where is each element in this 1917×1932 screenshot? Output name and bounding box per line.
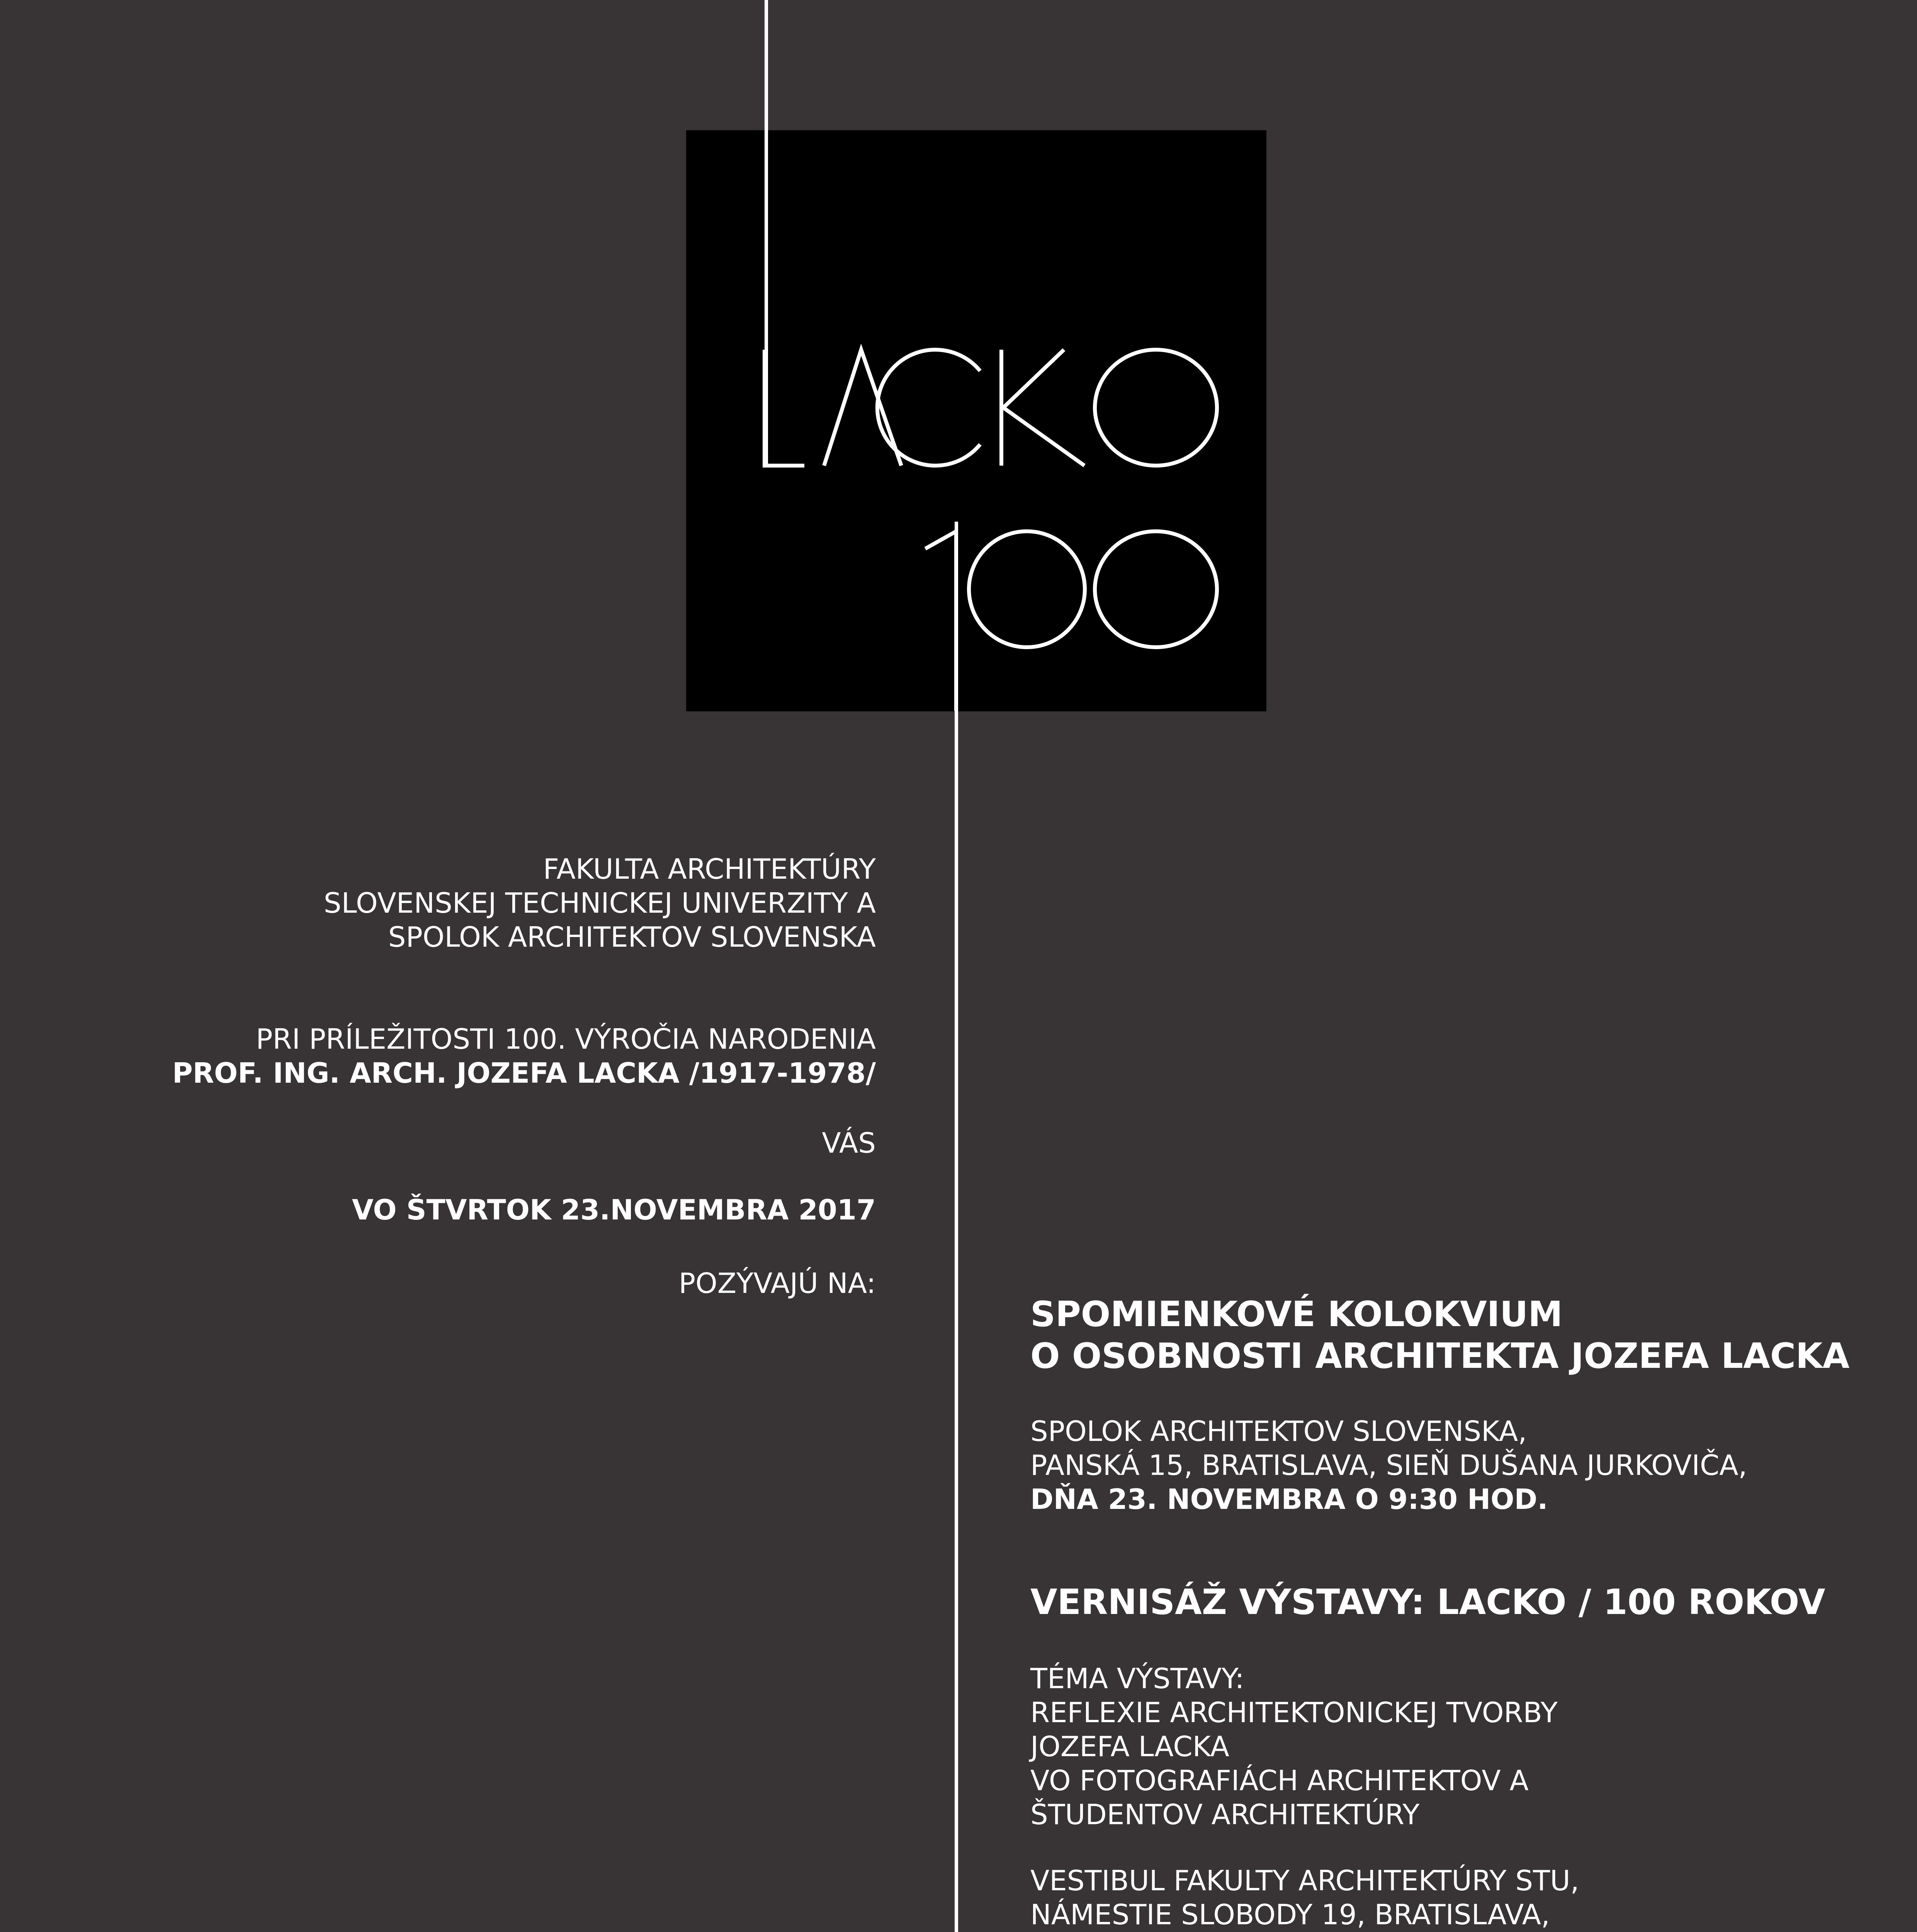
theme-line: ŠTUDENTOV ARCHITEKTÚRY [1030, 1798, 1420, 1831]
colloquium-block [1030, 1294, 1849, 1377]
theme-line: JOZEFA LACKA [1030, 1730, 1229, 1763]
organizer-line: SLOVENSKEJ TECHNICKEJ UNIVERZITY A [323, 887, 876, 919]
vernissage-details [1030, 1864, 1621, 1932]
vernissage-title: VERNISÁŽ VÝSTAVY: LACKO / 100 ROKOV [1030, 1582, 1825, 1622]
logo-lacko-wordmark [0, 0, 1917, 773]
colloquium-title: SPOMIENKOVÉ KOLOKVIUM [1030, 1294, 1563, 1335]
organizers-block [324, 852, 876, 954]
organizer-line: SPOLOK ARCHITEKTOV SLOVENSKA [388, 921, 876, 953]
honoree-line: PROF. ING. ARCH. JOZEFA LACKA /1917-1978/ [172, 1057, 876, 1089]
event-date: VO ŠTVRTOK 23.NOVEMBRA 2017 [352, 1194, 876, 1226]
colloquium-address: PANSKÁ 15, BRATISLAVA, SIEŇ DUŠANA JURKOVIČA, [1030, 1449, 1747, 1481]
colloquium-time: DŇA 23. NOVEMBRA O 9:30 HOD. [1030, 1483, 1548, 1515]
organizer-line: FAKULTA ARCHITEKTÚRY [543, 853, 876, 885]
vernissage-address: VESTIBUL FAKULTY ARCHITEKTÚRY STU, [1030, 1864, 1579, 1897]
colloquium-address: SPOLOK ARCHITEKTOV SLOVENSKA, [1030, 1415, 1527, 1447]
theme-line: VO FOTOGRAFIÁCH ARCHITEKTOV A [1030, 1764, 1529, 1797]
theme-line: TÉMA VÝSTAVY: [1030, 1662, 1244, 1695]
theme-line: REFLEXIE ARCHITEKTONICKEJ TVORBY [1030, 1696, 1558, 1729]
colloquium-details [1030, 1414, 1747, 1516]
vas-text: VÁS [822, 1127, 876, 1159]
colloquium-subtitle: O OSOBNOSTI ARCHITEKTA JOZEFA LACKA [1030, 1336, 1850, 1376]
occasion-block [172, 1022, 876, 1090]
vernissage-address: NÁMESTIE SLOBODY 19, BRATISLAVA, [1030, 1898, 1550, 1931]
occasion-line: PRI PRÍLEŽITOSTI 100. VÝROČIA NARODENIA [256, 1023, 876, 1055]
vernissage-theme [1030, 1662, 1558, 1832]
invite-text: POZÝVAJÚ NA: [678, 1267, 876, 1299]
